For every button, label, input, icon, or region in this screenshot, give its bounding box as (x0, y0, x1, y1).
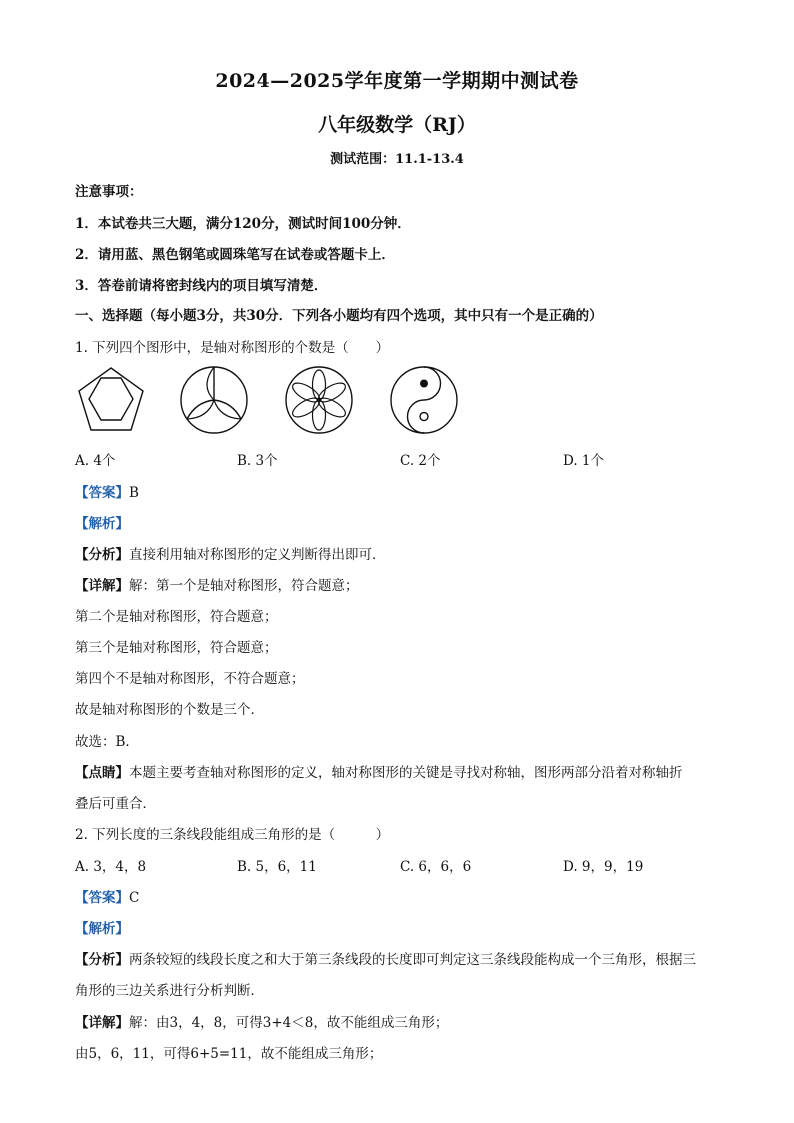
q2-analysis (75, 917, 129, 937)
q2-stem: 2. 下列长度的三条线段能组成三角形的是（ ） (75, 827, 390, 843)
q2-fenxi-cont: 角形的三边关系进行分析判断． (75, 983, 264, 999)
detail-tag: 【详解】 (75, 578, 129, 594)
test-scope: 测试范围：11.1-13.4 (330, 152, 464, 167)
q1-detail-4: 第四个不是轴对称图形，不符合题意； (75, 671, 305, 687)
section1-heading: 一、选择题（每小题3分，共30分．下列各小题均有四个选项，其中只有一个是正确的） (75, 308, 603, 324)
q1-answer-value: B (129, 485, 139, 501)
analysis-tag: 【解析】 (75, 516, 129, 532)
q1-detail-2: 第二个是轴对称图形，符合题意； (75, 609, 278, 625)
q2-option-a: A. 3，4，8 (75, 859, 147, 875)
q2-option-c: C. 6，6，6 (400, 859, 472, 875)
q2-detail-1 (75, 1011, 448, 1031)
q2-fenxi (75, 948, 696, 968)
q1-option-c: C. 2个 (400, 453, 441, 469)
q2-fenxi-text: 两条较短的线段长度之和大于第三条线段的长度即可判定这三条线段能构成一个三角形，根据三 (129, 952, 696, 968)
fenxi-tag: 【分析】 (75, 547, 129, 563)
dianjing-tag: 【点睛】 (75, 765, 129, 781)
page-title: 2024—2025学年度第一学期期中测试卷 (215, 70, 579, 92)
analysis-tag: 【解析】 (75, 921, 129, 937)
q1-dianjing-text: 本题主要考查轴对称图形的定义，轴对称图形的关键是寻找对称轴，图形两部分沿着对称轴折 (129, 765, 683, 781)
q2-detail-2: 由5，6，11，可得6+5=11，故不能组成三角形； (75, 1046, 383, 1062)
q2-option-d: D. 9，9，19 (563, 859, 644, 875)
six-petal-flower-icon (283, 364, 355, 436)
q2-detail-text: 解：由3，4，8，可得3+4＜8，故不能组成三角形； (129, 1015, 449, 1031)
notice-item-3: 3．答卷前请将密封线内的项目填写清楚． (75, 278, 328, 294)
q2-answer (75, 886, 139, 906)
pentagon-hexagon-icon (75, 364, 147, 436)
q1-fenxi-text: 直接利用轴对称图形的定义判断得出即可． (129, 547, 386, 563)
answer-tag: 【答案】 (75, 485, 129, 501)
q1-detail-5: 故是轴对称图形的个数是三个． (75, 702, 264, 718)
answer-tag: 【答案】 (75, 890, 129, 906)
q1-detail-1 (75, 574, 359, 594)
fenxi-tag: 【分析】 (75, 952, 129, 968)
q2-answer-value: C (129, 890, 140, 906)
detail-tag: 【详解】 (75, 1015, 129, 1031)
q1-option-d: D. 1个 (563, 453, 605, 469)
q1-option-b: B. 3个 (237, 453, 278, 469)
q1-detail-6: 故选：B． (75, 734, 139, 750)
q1-analysis (75, 512, 129, 532)
notice-item-1: 1．本试卷共三大题，满分120分，测试时间100分钟． (75, 216, 411, 232)
q1-option-a: A. 4个 (75, 453, 116, 469)
three-petal-circle-icon (178, 364, 250, 436)
q1-dianjing-cont: 叠后可重合． (75, 796, 156, 812)
yin-yang-icon (388, 364, 460, 436)
q1-detail-text: 解：第一个是轴对称图形，符合题意； (129, 578, 359, 594)
notice-item-2: 2．请用蓝、黑色钢笔或圆珠笔写在试卷或答题卡上． (75, 247, 395, 263)
q1-stem: 1. 下列四个图形中，是轴对称图形的个数是（ ） (75, 340, 390, 356)
page-subtitle: 八年级数学（RJ） (318, 114, 476, 136)
q2-option-b: B. 5，6，11 (237, 859, 317, 875)
q1-answer (75, 481, 139, 501)
q1-detail-3: 第三个是轴对称图形，符合题意； (75, 640, 278, 656)
q1-dianjing (75, 761, 683, 781)
q1-fenxi (75, 543, 386, 563)
notice-heading: 注意事项： (75, 184, 143, 200)
